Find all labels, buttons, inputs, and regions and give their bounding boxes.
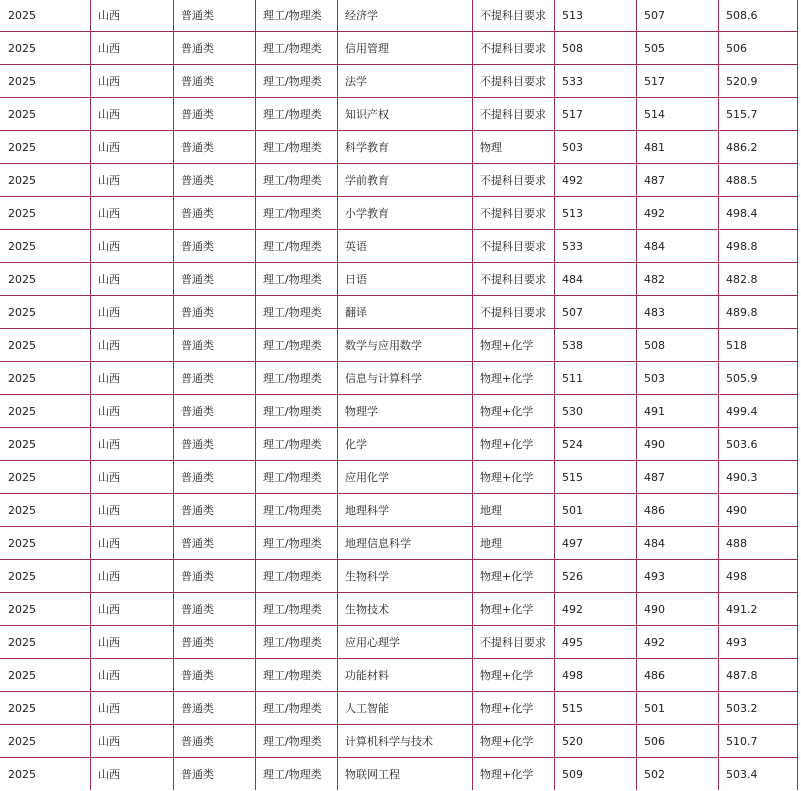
table-row (1, 626, 798, 659)
subject-requirement-cell: 物理+化学 (473, 725, 555, 758)
major-cell: 日语 (338, 263, 473, 296)
subject-category-cell: 理工/物理类 (256, 263, 338, 296)
min-score-cell: 487 (637, 461, 719, 494)
avg-score-cell: 518 (719, 329, 798, 362)
subject-requirement-cell: 物理+化学 (473, 659, 555, 692)
admission-type-cell: 普通类 (174, 494, 256, 527)
avg-score-cell: 510.7 (719, 725, 798, 758)
major-cell: 物联网工程 (338, 758, 473, 791)
avg-score-cell: 489.8 (719, 296, 798, 329)
max-score-cell: 508 (555, 32, 637, 65)
province-cell: 山西 (91, 164, 174, 197)
avg-score-cell: 505.9 (719, 362, 798, 395)
subject-requirement-cell: 不提科目要求 (473, 230, 555, 263)
subject-requirement-cell: 不提科目要求 (473, 197, 555, 230)
subject-category-cell: 理工/物理类 (256, 527, 338, 560)
min-score-cell: 506 (637, 725, 719, 758)
subject-category-cell: 理工/物理类 (256, 164, 338, 197)
subject-requirement-cell: 不提科目要求 (473, 263, 555, 296)
admission-type-cell: 普通类 (174, 263, 256, 296)
subject-category-cell: 理工/物理类 (256, 692, 338, 725)
year-cell: 2025 (1, 230, 91, 263)
table-row (1, 98, 798, 131)
year-cell: 2025 (1, 692, 91, 725)
avg-score-cell: 498 (719, 560, 798, 593)
admission-type-cell: 普通类 (174, 758, 256, 791)
year-cell: 2025 (1, 626, 91, 659)
avg-score-cell: 498.8 (719, 230, 798, 263)
subject-requirement-cell: 不提科目要求 (473, 0, 555, 32)
subject-requirement-cell: 物理+化学 (473, 362, 555, 395)
min-score-cell: 490 (637, 593, 719, 626)
admission-type-cell: 普通类 (174, 560, 256, 593)
province-cell: 山西 (91, 197, 174, 230)
subject-requirement-cell: 物理 (473, 131, 555, 164)
min-score-cell: 492 (637, 626, 719, 659)
min-score-cell: 493 (637, 560, 719, 593)
avg-score-cell: 498.4 (719, 197, 798, 230)
max-score-cell: 511 (555, 362, 637, 395)
min-score-cell: 482 (637, 263, 719, 296)
province-cell: 山西 (91, 362, 174, 395)
max-score-cell: 517 (555, 98, 637, 131)
admission-type-cell: 普通类 (174, 197, 256, 230)
subject-requirement-cell: 不提科目要求 (473, 626, 555, 659)
table-row (1, 230, 798, 263)
avg-score-cell: 508.6 (719, 0, 798, 32)
year-cell: 2025 (1, 32, 91, 65)
admission-type-cell: 普通类 (174, 230, 256, 263)
avg-score-cell: 486.2 (719, 131, 798, 164)
min-score-cell: 486 (637, 659, 719, 692)
avg-score-cell: 491.2 (719, 593, 798, 626)
subject-requirement-cell: 物理+化学 (473, 461, 555, 494)
max-score-cell: 492 (555, 593, 637, 626)
province-cell: 山西 (91, 461, 174, 494)
max-score-cell: 503 (555, 131, 637, 164)
province-cell: 山西 (91, 32, 174, 65)
major-cell: 信用管理 (338, 32, 473, 65)
admission-type-cell: 普通类 (174, 725, 256, 758)
year-cell: 2025 (1, 131, 91, 164)
table-row (1, 131, 798, 164)
max-score-cell: 501 (555, 494, 637, 527)
avg-score-cell: 488 (719, 527, 798, 560)
major-cell: 人工智能 (338, 692, 473, 725)
province-cell: 山西 (91, 560, 174, 593)
major-cell: 应用心理学 (338, 626, 473, 659)
subject-requirement-cell: 地理 (473, 527, 555, 560)
subject-requirement-cell: 不提科目要求 (473, 32, 555, 65)
min-score-cell: 484 (637, 527, 719, 560)
subject-category-cell: 理工/物理类 (256, 362, 338, 395)
table-row (1, 758, 798, 791)
major-cell: 科学教育 (338, 131, 473, 164)
subject-requirement-cell: 物理+化学 (473, 593, 555, 626)
max-score-cell: 538 (555, 329, 637, 362)
subject-requirement-cell: 物理+化学 (473, 758, 555, 791)
major-cell: 化学 (338, 428, 473, 461)
min-score-cell: 481 (637, 131, 719, 164)
table-row (1, 0, 798, 32)
subject-category-cell: 理工/物理类 (256, 626, 338, 659)
max-score-cell: 495 (555, 626, 637, 659)
max-score-cell: 515 (555, 461, 637, 494)
table-row (1, 263, 798, 296)
province-cell: 山西 (91, 428, 174, 461)
min-score-cell: 502 (637, 758, 719, 791)
max-score-cell: 498 (555, 659, 637, 692)
admission-type-cell: 普通类 (174, 692, 256, 725)
table-row (1, 725, 798, 758)
admission-type-cell: 普通类 (174, 395, 256, 428)
min-score-cell: 517 (637, 65, 719, 98)
subject-category-cell: 理工/物理类 (256, 461, 338, 494)
admission-type-cell: 普通类 (174, 296, 256, 329)
province-cell: 山西 (91, 0, 174, 32)
year-cell: 2025 (1, 461, 91, 494)
year-cell: 2025 (1, 329, 91, 362)
max-score-cell: 507 (555, 296, 637, 329)
year-cell: 2025 (1, 263, 91, 296)
avg-score-cell: 490 (719, 494, 798, 527)
major-cell: 知识产权 (338, 98, 473, 131)
avg-score-cell: 503.6 (719, 428, 798, 461)
major-cell: 数学与应用数学 (338, 329, 473, 362)
admission-type-cell: 普通类 (174, 428, 256, 461)
year-cell: 2025 (1, 296, 91, 329)
major-cell: 小学教育 (338, 197, 473, 230)
max-score-cell: 526 (555, 560, 637, 593)
min-score-cell: 503 (637, 362, 719, 395)
year-cell: 2025 (1, 494, 91, 527)
subject-requirement-cell: 不提科目要求 (473, 65, 555, 98)
year-cell: 2025 (1, 725, 91, 758)
avg-score-cell: 482.8 (719, 263, 798, 296)
major-cell: 信息与计算科学 (338, 362, 473, 395)
min-score-cell: 501 (637, 692, 719, 725)
year-cell: 2025 (1, 758, 91, 791)
subject-category-cell: 理工/物理类 (256, 494, 338, 527)
year-cell: 2025 (1, 164, 91, 197)
table-row (1, 692, 798, 725)
major-cell: 经济学 (338, 0, 473, 32)
table-row (1, 527, 798, 560)
subject-requirement-cell: 物理+化学 (473, 428, 555, 461)
table-row (1, 197, 798, 230)
min-score-cell: 492 (637, 197, 719, 230)
max-score-cell: 515 (555, 692, 637, 725)
province-cell: 山西 (91, 131, 174, 164)
province-cell: 山西 (91, 263, 174, 296)
year-cell: 2025 (1, 395, 91, 428)
major-cell: 应用化学 (338, 461, 473, 494)
table-row (1, 659, 798, 692)
province-cell: 山西 (91, 692, 174, 725)
table-row (1, 329, 798, 362)
province-cell: 山西 (91, 296, 174, 329)
year-cell: 2025 (1, 560, 91, 593)
table-row (1, 428, 798, 461)
subject-category-cell: 理工/物理类 (256, 659, 338, 692)
subject-category-cell: 理工/物理类 (256, 725, 338, 758)
province-cell: 山西 (91, 395, 174, 428)
province-cell: 山西 (91, 659, 174, 692)
table-row (1, 593, 798, 626)
admission-type-cell: 普通类 (174, 131, 256, 164)
subject-requirement-cell: 物理+化学 (473, 329, 555, 362)
min-score-cell: 487 (637, 164, 719, 197)
major-cell: 地理科学 (338, 494, 473, 527)
table-row (1, 296, 798, 329)
max-score-cell: 533 (555, 65, 637, 98)
avg-score-cell: 488.5 (719, 164, 798, 197)
admission-type-cell: 普通类 (174, 32, 256, 65)
province-cell: 山西 (91, 758, 174, 791)
year-cell: 2025 (1, 98, 91, 131)
min-score-cell: 508 (637, 329, 719, 362)
year-cell: 2025 (1, 428, 91, 461)
subject-category-cell: 理工/物理类 (256, 197, 338, 230)
table-row (1, 164, 798, 197)
subject-category-cell: 理工/物理类 (256, 296, 338, 329)
table-row (1, 32, 798, 65)
max-score-cell: 497 (555, 527, 637, 560)
major-cell: 学前教育 (338, 164, 473, 197)
avg-score-cell: 520.9 (719, 65, 798, 98)
table-row (1, 494, 798, 527)
subject-category-cell: 理工/物理类 (256, 758, 338, 791)
min-score-cell: 491 (637, 395, 719, 428)
major-cell: 英语 (338, 230, 473, 263)
admission-type-cell: 普通类 (174, 461, 256, 494)
major-cell: 功能材料 (338, 659, 473, 692)
admission-type-cell: 普通类 (174, 98, 256, 131)
max-score-cell: 520 (555, 725, 637, 758)
max-score-cell: 513 (555, 0, 637, 32)
subject-requirement-cell: 物理+化学 (473, 395, 555, 428)
subject-category-cell: 理工/物理类 (256, 329, 338, 362)
subject-category-cell: 理工/物理类 (256, 0, 338, 32)
admission-type-cell: 普通类 (174, 362, 256, 395)
province-cell: 山西 (91, 593, 174, 626)
subject-category-cell: 理工/物理类 (256, 593, 338, 626)
avg-score-cell: 487.8 (719, 659, 798, 692)
admission-type-cell: 普通类 (174, 65, 256, 98)
max-score-cell: 509 (555, 758, 637, 791)
admission-type-cell: 普通类 (174, 0, 256, 32)
avg-score-cell: 499.4 (719, 395, 798, 428)
province-cell: 山西 (91, 494, 174, 527)
min-score-cell: 483 (637, 296, 719, 329)
major-cell: 法学 (338, 65, 473, 98)
table-row (1, 395, 798, 428)
avg-score-cell: 493 (719, 626, 798, 659)
year-cell: 2025 (1, 362, 91, 395)
year-cell: 2025 (1, 659, 91, 692)
avg-score-cell: 503.4 (719, 758, 798, 791)
table-row (1, 560, 798, 593)
table-body (1, 0, 798, 791)
subject-requirement-cell: 不提科目要求 (473, 98, 555, 131)
subject-category-cell: 理工/物理类 (256, 32, 338, 65)
major-cell: 物理学 (338, 395, 473, 428)
subject-category-cell: 理工/物理类 (256, 131, 338, 164)
major-cell: 生物科学 (338, 560, 473, 593)
subject-requirement-cell: 物理+化学 (473, 560, 555, 593)
avg-score-cell: 506 (719, 32, 798, 65)
major-cell: 生物技术 (338, 593, 473, 626)
max-score-cell: 533 (555, 230, 637, 263)
year-cell: 2025 (1, 0, 91, 32)
admission-type-cell: 普通类 (174, 593, 256, 626)
admission-type-cell: 普通类 (174, 164, 256, 197)
admission-type-cell: 普通类 (174, 659, 256, 692)
max-score-cell: 530 (555, 395, 637, 428)
subject-category-cell: 理工/物理类 (256, 65, 338, 98)
province-cell: 山西 (91, 329, 174, 362)
province-cell: 山西 (91, 725, 174, 758)
province-cell: 山西 (91, 98, 174, 131)
min-score-cell: 490 (637, 428, 719, 461)
subject-category-cell: 理工/物理类 (256, 428, 338, 461)
table-row (1, 65, 798, 98)
min-score-cell: 505 (637, 32, 719, 65)
year-cell: 2025 (1, 197, 91, 230)
subject-requirement-cell: 不提科目要求 (473, 296, 555, 329)
admission-type-cell: 普通类 (174, 527, 256, 560)
major-cell: 翻译 (338, 296, 473, 329)
year-cell: 2025 (1, 593, 91, 626)
max-score-cell: 524 (555, 428, 637, 461)
major-cell: 地理信息科学 (338, 527, 473, 560)
max-score-cell: 513 (555, 197, 637, 230)
subject-category-cell: 理工/物理类 (256, 560, 338, 593)
province-cell: 山西 (91, 626, 174, 659)
admission-type-cell: 普通类 (174, 329, 256, 362)
max-score-cell: 484 (555, 263, 637, 296)
year-cell: 2025 (1, 527, 91, 560)
table-row (1, 461, 798, 494)
province-cell: 山西 (91, 527, 174, 560)
subject-category-cell: 理工/物理类 (256, 230, 338, 263)
province-cell: 山西 (91, 65, 174, 98)
avg-score-cell: 490.3 (719, 461, 798, 494)
subject-requirement-cell: 不提科目要求 (473, 164, 555, 197)
min-score-cell: 507 (637, 0, 719, 32)
min-score-cell: 514 (637, 98, 719, 131)
province-cell: 山西 (91, 230, 174, 263)
subject-requirement-cell: 物理+化学 (473, 692, 555, 725)
table-row (1, 362, 798, 395)
admission-type-cell: 普通类 (174, 626, 256, 659)
avg-score-cell: 503.2 (719, 692, 798, 725)
subject-requirement-cell: 地理 (473, 494, 555, 527)
avg-score-cell: 515.7 (719, 98, 798, 131)
subject-category-cell: 理工/物理类 (256, 98, 338, 131)
year-cell: 2025 (1, 65, 91, 98)
max-score-cell: 492 (555, 164, 637, 197)
subject-category-cell: 理工/物理类 (256, 395, 338, 428)
min-score-cell: 484 (637, 230, 719, 263)
major-cell: 计算机科学与技术 (338, 725, 473, 758)
min-score-cell: 486 (637, 494, 719, 527)
